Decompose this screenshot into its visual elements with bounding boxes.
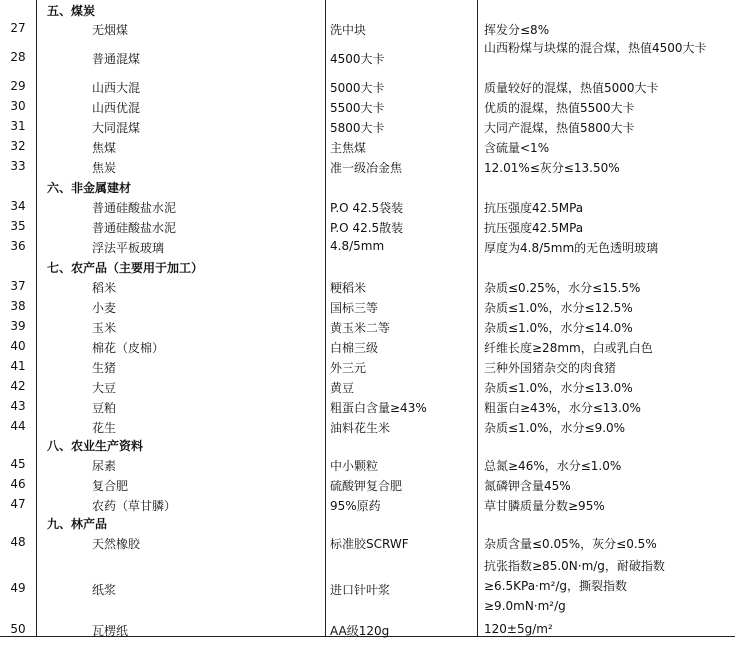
row-number: 48 [10, 535, 26, 549]
item-spec: AA级120g [330, 624, 390, 638]
item-spec: 4500大卡 [330, 52, 385, 66]
table-row [0, 38, 735, 76]
item-name: 大同混煤 [92, 121, 141, 135]
category-label: 六、非金属建材 [47, 181, 132, 195]
item-name: 焦炭 [92, 161, 117, 175]
category-label: 九、林产品 [47, 517, 108, 531]
item-spec: 5000大卡 [330, 81, 385, 95]
row-number: 33 [10, 159, 26, 173]
item-spec: 标准胶SCRWF [330, 537, 409, 551]
item-standard: 优质的混煤，热值5500大卡 [484, 101, 635, 115]
category-row [0, 0, 735, 18]
item-name: 天然橡胶 [92, 537, 141, 551]
row-number: 50 [10, 622, 26, 636]
table-row [0, 620, 735, 638]
item-standard: 氮磷钾含量45% [484, 479, 571, 493]
item-name: 生猪 [92, 361, 117, 375]
item-standard: 草甘膦质量分数≥95% [484, 499, 605, 513]
table-row [0, 236, 735, 256]
row-number: 41 [10, 359, 26, 373]
table-row [0, 156, 735, 176]
category-row [0, 256, 735, 276]
item-spec: 中小颗粒 [330, 459, 379, 473]
row-number: 27 [10, 21, 26, 35]
row-number: 44 [10, 419, 26, 433]
table-row [0, 494, 735, 514]
row-number: 28 [10, 50, 26, 64]
item-name: 稻米 [92, 281, 117, 295]
item-name: 普通硅酸盐水泥 [92, 221, 177, 235]
row-number: 38 [10, 299, 26, 313]
item-spec: 95%原药 [330, 499, 381, 513]
row-number: 37 [10, 279, 26, 293]
item-spec: 洗中块 [330, 23, 367, 37]
category-row [0, 512, 735, 532]
table-row [0, 216, 735, 236]
row-number: 30 [10, 99, 26, 113]
item-name: 复合肥 [92, 479, 129, 493]
item-spec: 准一级冶金焦 [330, 161, 403, 175]
item-name: 尿素 [92, 459, 117, 473]
item-name: 小麦 [92, 301, 117, 315]
item-standard: 厚度为4.8/5mm的无色透明玻璃 [484, 241, 659, 255]
row-number: 49 [10, 581, 26, 595]
item-standard: 12.01%≤灰分≤13.50% [484, 161, 620, 175]
category-label: 五、煤炭 [47, 4, 96, 18]
row-number: 43 [10, 399, 26, 413]
row-number: 31 [10, 119, 26, 133]
row-number: 46 [10, 477, 26, 491]
item-standard: 杂质≤1.0%，水分≤14.0% [484, 321, 633, 335]
row-number: 34 [10, 199, 26, 213]
table-row [0, 376, 735, 396]
item-name: 大豆 [92, 381, 117, 395]
item-name: 焦煤 [92, 141, 117, 155]
item-standard: 质量较好的混煤，热值5000大卡 [484, 81, 659, 95]
item-standard: 杂质≤0.25%，水分≤15.5% [484, 281, 641, 295]
item-name: 无烟煤 [92, 23, 129, 37]
item-standard: 纤维长度≥28mm，白或乳白色 [484, 341, 653, 355]
table-row [0, 396, 735, 416]
table-row [0, 76, 735, 96]
category-row [0, 176, 735, 196]
table-row [0, 196, 735, 216]
item-standard: 三种外国猪杂交的肉食猪 [484, 361, 617, 375]
table-row [0, 556, 735, 620]
row-number: 29 [10, 79, 26, 93]
item-name: 玉米 [92, 321, 117, 335]
category-label: 七、农产品（主要用于加工） [47, 261, 204, 275]
item-name: 普通硅酸盐水泥 [92, 201, 177, 215]
item-name: 纸浆 [92, 583, 117, 597]
item-standard: 杂质含量≤0.05%，灰分≤0.5% [484, 537, 657, 551]
item-spec: 5800大卡 [330, 121, 385, 135]
item-standard: 抗压强度42.5MPa [484, 221, 584, 235]
item-standard: 120±5g/m² [484, 622, 553, 636]
table-row [0, 136, 735, 156]
item-standard: 大同产混煤，热值5800大卡 [484, 121, 635, 135]
table-row [0, 532, 735, 552]
category-label: 八、农业生产资料 [47, 439, 144, 453]
item-standard: 抗张指数≥85.0N·m/g，耐破指数≥6.5KPa·m²/g，撕裂指数≥9.0mN·m²/g [484, 559, 665, 613]
item-spec: 白棉三级 [330, 341, 379, 355]
item-spec: 国标三等 [330, 301, 379, 315]
item-standard: 杂质≤1.0%，水分≤12.5% [484, 301, 633, 315]
item-name: 瓦楞纸 [92, 624, 129, 638]
item-spec: P.O 42.5散装 [330, 221, 404, 235]
item-name: 棉花（皮棉） [92, 341, 165, 355]
table-row [0, 474, 735, 494]
item-standard: 粗蛋白≥43%，水分≤13.0% [484, 401, 641, 415]
item-standard: 杂质≤1.0%，水分≤13.0% [484, 381, 633, 395]
item-spec: 粗蛋白含量≥43% [330, 401, 427, 415]
item-name: 普通混煤 [92, 52, 141, 66]
item-spec: 粳稻米 [330, 281, 367, 295]
item-name: 山西大混 [92, 81, 141, 95]
table-row [0, 296, 735, 316]
row-number: 35 [10, 219, 26, 233]
item-spec: 油料花生米 [330, 421, 391, 435]
item-name: 山西优混 [92, 101, 141, 115]
row-number: 36 [10, 239, 26, 253]
item-name: 豆粕 [92, 401, 117, 415]
table-row [0, 116, 735, 136]
item-spec: P.O 42.5袋装 [330, 201, 404, 215]
table-row [0, 96, 735, 116]
category-row [0, 434, 735, 454]
row-number: 32 [10, 139, 26, 153]
table-row [0, 316, 735, 336]
item-standard: 含硫量<1% [484, 141, 550, 155]
item-name: 浮法平板玻璃 [92, 241, 165, 255]
table-row [0, 336, 735, 356]
item-spec: 5500大卡 [330, 101, 385, 115]
item-standard: 总氮≥46%，水分≤1.0% [484, 459, 622, 473]
row-number: 40 [10, 339, 26, 353]
row-number: 39 [10, 319, 26, 333]
item-name: 农药（草甘膦） [92, 499, 177, 513]
table-row [0, 276, 735, 296]
item-spec: 进口针叶浆 [330, 583, 391, 597]
row-number: 45 [10, 457, 26, 471]
table-row [0, 18, 735, 38]
table-row [0, 454, 735, 474]
table-row [0, 416, 735, 436]
item-standard: 挥发分≤8% [484, 23, 550, 37]
item-standard: 杂质≤1.0%，水分≤9.0% [484, 421, 626, 435]
table-row [0, 356, 735, 376]
item-spec: 外三元 [330, 361, 367, 375]
row-number: 47 [10, 497, 26, 511]
row-number: 42 [10, 379, 26, 393]
item-spec: 黄豆 [330, 381, 355, 395]
item-spec: 主焦煤 [330, 141, 367, 155]
item-name: 花生 [92, 421, 117, 435]
item-spec: 4.8/5mm [330, 239, 385, 253]
item-standard: 山西粉煤与块煤的混合煤，热值4500大卡 [484, 41, 707, 55]
item-spec: 硫酸钾复合肥 [330, 479, 403, 493]
item-spec: 黄玉米二等 [330, 321, 391, 335]
item-standard: 抗压强度42.5MPa [484, 201, 584, 215]
